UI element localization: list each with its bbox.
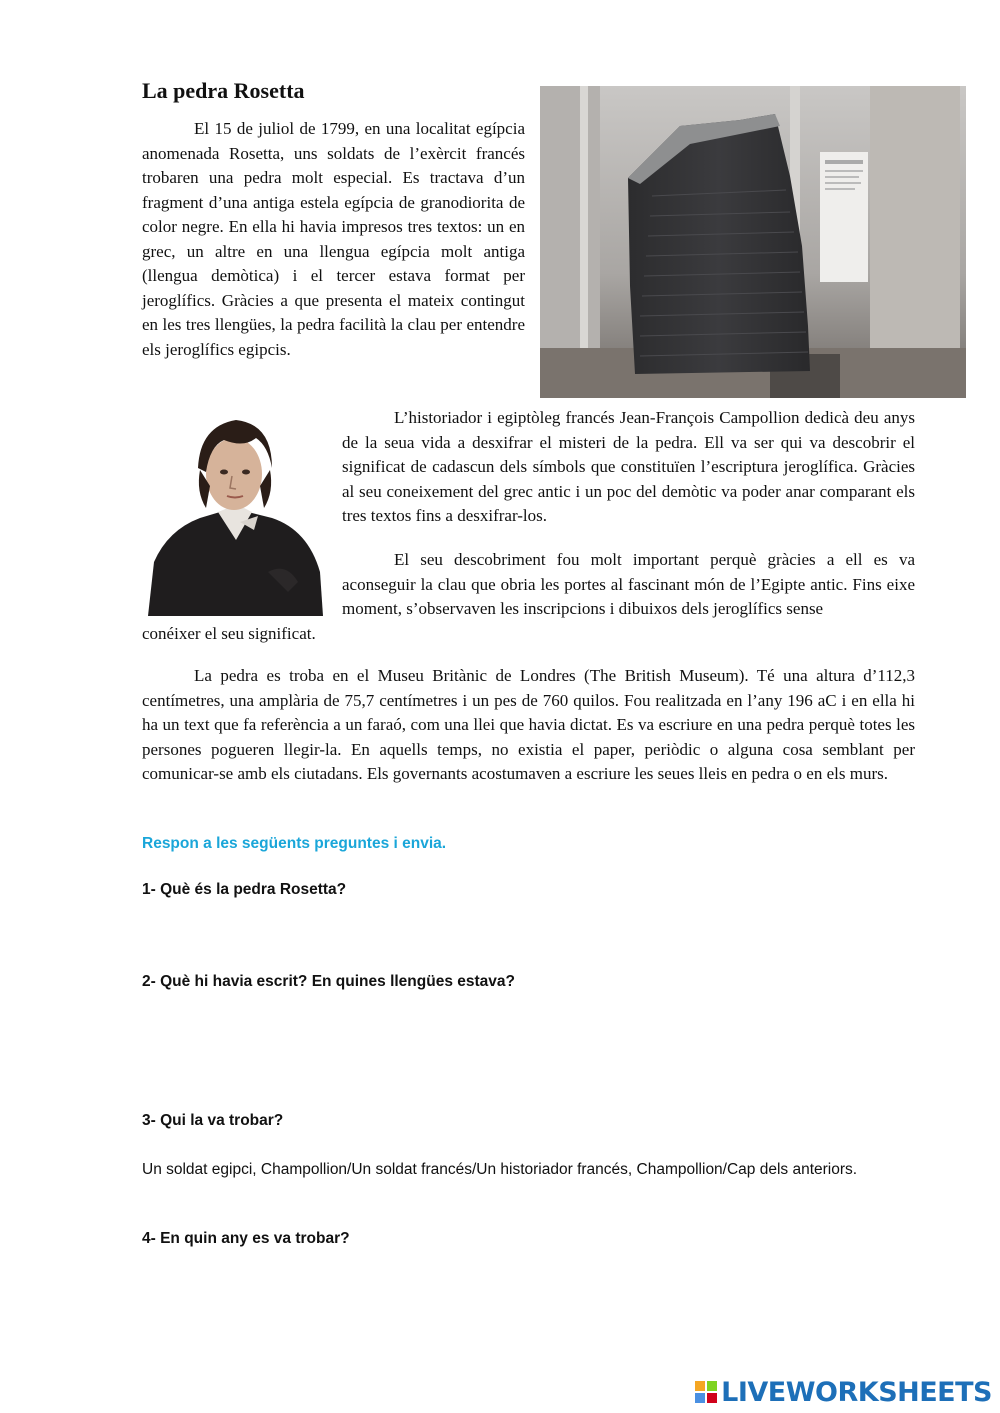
champollion-portrait [148, 412, 323, 616]
rosetta-stone-photo [540, 86, 966, 398]
logo-text: LIVEWORKSHEETS [721, 1376, 992, 1408]
question-4: 4- En quin any es va trobar? [142, 1230, 350, 1247]
question-3: 3- Qui la va trobar? [142, 1112, 284, 1129]
question-1: 1- Què és la pedra Rosetta? [142, 881, 347, 898]
instruction-text: Respon a les següents preguntes i envia. [142, 835, 447, 852]
question-2: 2- Què hi havia escrit? En quines llengües estava? [142, 973, 515, 990]
question-3-options: Un soldat egipci, Champollion/Un soldat francés/Un historiador francés, Champollion/Cap dels anteriors. [142, 1161, 858, 1178]
paragraph-discovery-end: conéixer el seu significat. [142, 624, 316, 643]
paragraph-discovery: El seu descobriment fou molt important perquè gràcies a ell es va aconseguir la clau que obria les portes al fascinant món de l’Egipte antic. Fins eixe moment, s’observaven les inscripcions i dibuixos dels jeroglífics sense [342, 550, 915, 618]
liveworksheets-logo-icon [695, 1381, 717, 1403]
paragraph-museum: La pedra es troba en el Museu Britànic de Londres (The British Museum). Té una altura d’112,3 centímetres, una amplària de 75,7 centímetres i un pes de 760 quilos. Fou realitzada en l’any 196 aC i en ella hi ha un text que fa referència a un faraó, com una llei que havia dictat. Es va escriure en una pedra perquè totes les persones pogueren llegir-la. En aquells temps, no existia el paper, periòdic o alguna cosa semblant per comunicar-se amb els ciutadans. Els governants acostumaven a escriure les seues lleis en pedra o en els murs. [142, 666, 915, 783]
paragraph-champollion: L’historiador i egiptòleg francés Jean-François Campollion dedicà deu anys de la seua vida a desxifrar el misteri de la pedra. Ell va ser qui va descobrir el significat de cadascun dels símbols que constituïen l’escriptura jeroglífica. Gràcies al seu coneixement del grec antic i un poc del demòtic va poder anar comparant els tres textos fins a desxifrar-los. [342, 408, 915, 525]
paragraph-intro: El 15 de juliol de 1799, en una localitat egípcia anomenada Rosetta, uns soldats de l’exèrcit francés trobaren una pedra molt especial. Es tractava d’un fragment d’una antiga estela egípcia de granodiorita de color negre. En ella hi havia impresos tres textos: un en grec, un altre en una llengua egípcia molt antiga (llengua demòtica) i el tercer estava format per jeroglífics. Gràcies a que presenta el mateix contingut en les tres llengües, la pedra facilità la clau per entendre els jeroglífics egipcis. [142, 119, 525, 359]
liveworksheets-logo [695, 1377, 992, 1407]
page-title: La pedra Rosetta [142, 78, 305, 103]
